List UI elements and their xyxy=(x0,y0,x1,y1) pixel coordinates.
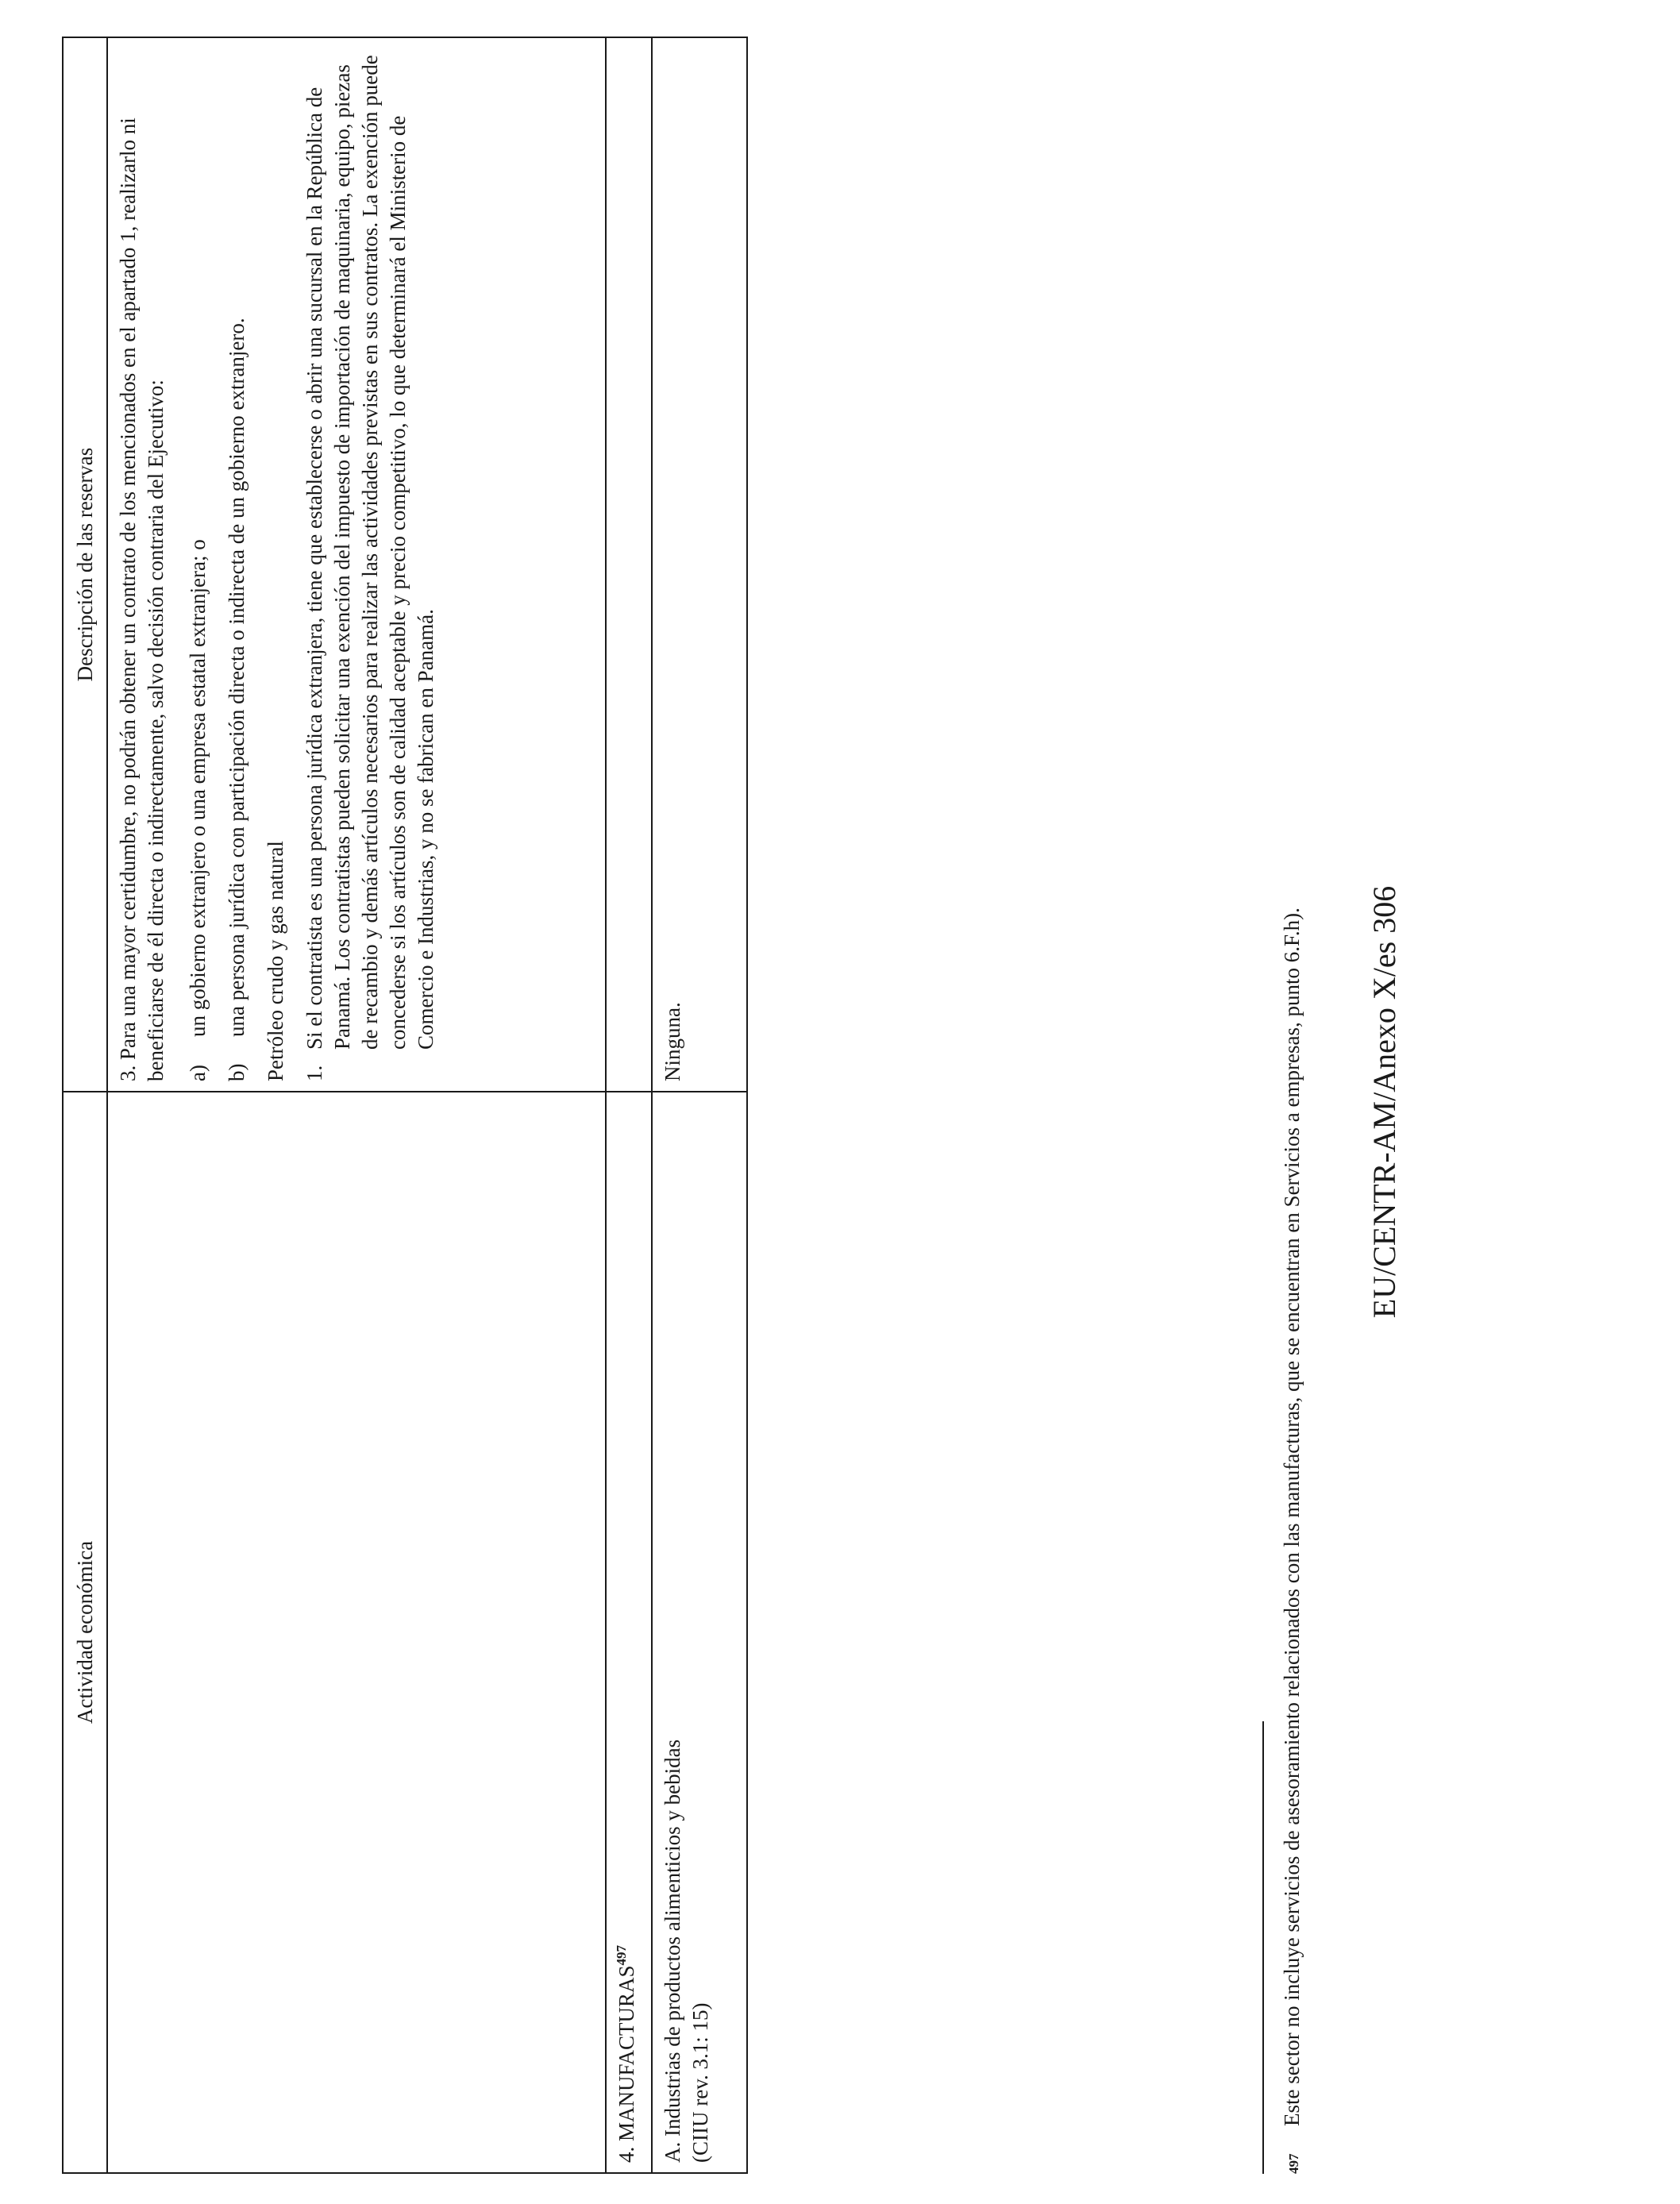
reservations-table xyxy=(62,37,748,2174)
description-cell-continuation xyxy=(107,37,606,1092)
table-row-sector xyxy=(606,37,652,2173)
subheading-petroleo: Petróleo crudo y gas natural xyxy=(264,841,287,1081)
footnote-divider xyxy=(1262,1721,1264,2174)
numbered-text-1: Si el contratista es una persona jurídica extranjera, tiene que establecerse o abrir una sucursal en la República de Panamá. Los contratistas pueden solicitar una exención del impuesto de importación de maquinaria, equipo, piezas de recambio y demás artículos necesarios para realizar las actividades previstas en sus contratos. La exención puede concederse si los artículos son de calidad aceptable y precio competitivo, lo que determinará el Ministerio de Comercio e Industrias, y no se fabrican en Panamá. xyxy=(302,55,437,1050)
footnote-reference: 497 xyxy=(614,1944,629,1966)
industry-name: A. Industrias de productos alimenticios y bebidas xyxy=(661,1739,684,2163)
document-reference: EU/CENTR-AM/Anexo X/es 306 xyxy=(1366,885,1402,1319)
header-description: Descripción de las reservas xyxy=(63,37,107,1092)
list-item-a xyxy=(184,48,212,1081)
numbered-item-1 xyxy=(301,48,440,1081)
list-mark-a: a) xyxy=(186,1065,210,1081)
industry-cell xyxy=(652,1092,747,2173)
activity-cell-empty xyxy=(107,1092,606,2173)
list-text-b: una persona jurídica con participación directa o indirecta de un gobierno extranjero. xyxy=(225,318,249,1037)
footnote-text: Este sector no incluye servicios de asesoramiento relacionados con las manufacturas, que se encuentran en Servicios a empresas, punto 6.F.h). xyxy=(1280,907,1304,2126)
industry-code: (CIIU rev. 3.1: 15) xyxy=(688,2002,712,2163)
table-row-continuation xyxy=(107,37,606,2173)
sector-label: 4. MANUFACTURAS xyxy=(615,1965,638,2163)
header-activity: Actividad económica xyxy=(63,1092,107,2173)
sector-cell xyxy=(606,1092,652,2173)
footnote-number: 497 xyxy=(1286,2153,1301,2174)
list-text-a: un gobierno extranjero o una empresa estatal extranjera; o xyxy=(186,539,210,1037)
industry-reservation: Ninguna. xyxy=(652,37,747,1092)
footnote xyxy=(1278,110,1308,2174)
numbered-mark-1: 1. xyxy=(302,1065,326,1081)
paragraph-3: 3. Para una mayor certidumbre, no podrán obtener un contrato de los mencionados en el apartado 1, realizarlo ni beneficiarse de él directa o indirectamente, salvo decisión contraria del Ejecutivo: xyxy=(116,118,168,1081)
table-row-industry xyxy=(652,37,747,2173)
list-mark-b: b) xyxy=(225,1063,249,1081)
table-header-row xyxy=(63,37,107,2173)
list-item-b xyxy=(223,48,251,1081)
sector-description-empty xyxy=(606,37,652,1092)
